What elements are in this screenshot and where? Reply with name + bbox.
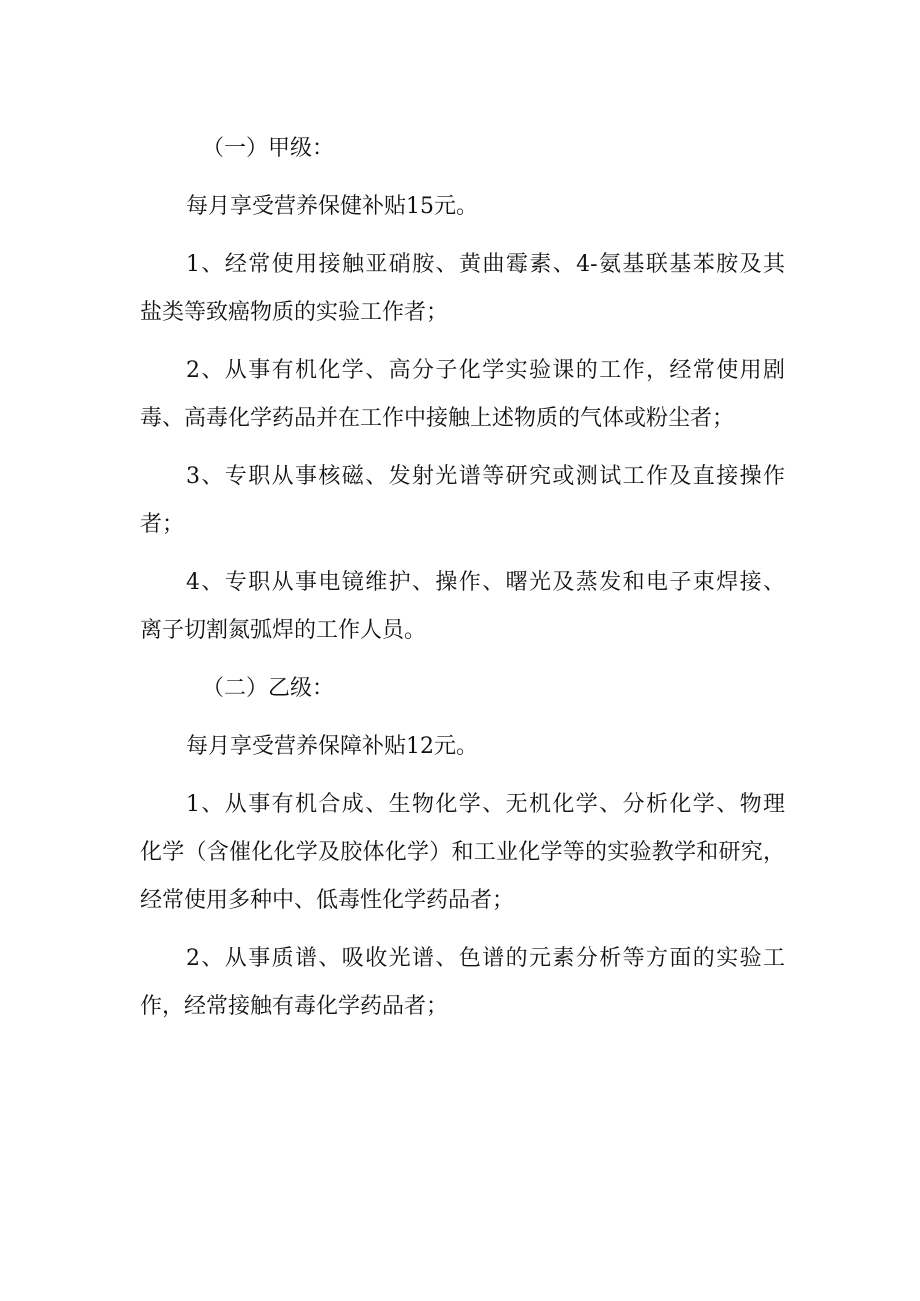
- list-item: [140, 935, 785, 1031]
- section-heading-a: （一）甲级：: [202, 136, 335, 161]
- list-item: [140, 559, 785, 655]
- item-line: 3、专职从事核磁、发射光谱等研究或测试工作及直接操作: [186, 464, 785, 489]
- list-item: [140, 453, 785, 549]
- item-line: 离子切割氮弧焊的工作人员。: [140, 618, 427, 643]
- list-item: [140, 347, 785, 443]
- item-line: 者；: [140, 512, 185, 537]
- item-line: 1、从事有机合成、生物化学、无机化学、分析化学、物理: [186, 792, 785, 817]
- item-line: 化学（含催化化学及胶体化学）和工业化学等的实验教学和研究，: [140, 840, 785, 865]
- subsidy-text-b: 每月享受营养保障补贴12元。: [186, 734, 478, 759]
- list-item: [140, 781, 785, 925]
- item-line: 毒、高毒化学药品并在工作中接触上述物质的气体或粉尘者；: [140, 406, 735, 431]
- item-line: 作，经常接触有毒化学药品者；: [140, 994, 449, 1019]
- item-line: 2、从事质谱、吸收光谱、色谱的元素分析等方面的实验工: [186, 946, 785, 971]
- list-item: [140, 241, 785, 337]
- item-line: 2、从事有机化学、高分子化学实验课的工作，经常使用剧: [186, 358, 785, 383]
- item-line: 1、经常使用接触亚硝胺、黄曲霉素、4-氨基联基苯胺及其: [186, 252, 785, 277]
- item-line: 4、专职从事电镜维护、操作、曙光及蒸发和电子束焊接、: [186, 570, 785, 595]
- item-line: 经常使用多种中、低毒性化学药品者；: [140, 888, 515, 913]
- section-heading-b: （二）乙级：: [202, 676, 335, 701]
- subsidy-text-a: 每月享受营养保健补贴15元。: [186, 194, 478, 219]
- document-body: [140, 125, 785, 1031]
- item-line: 盐类等致癌物质的实验工作者；: [140, 300, 449, 325]
